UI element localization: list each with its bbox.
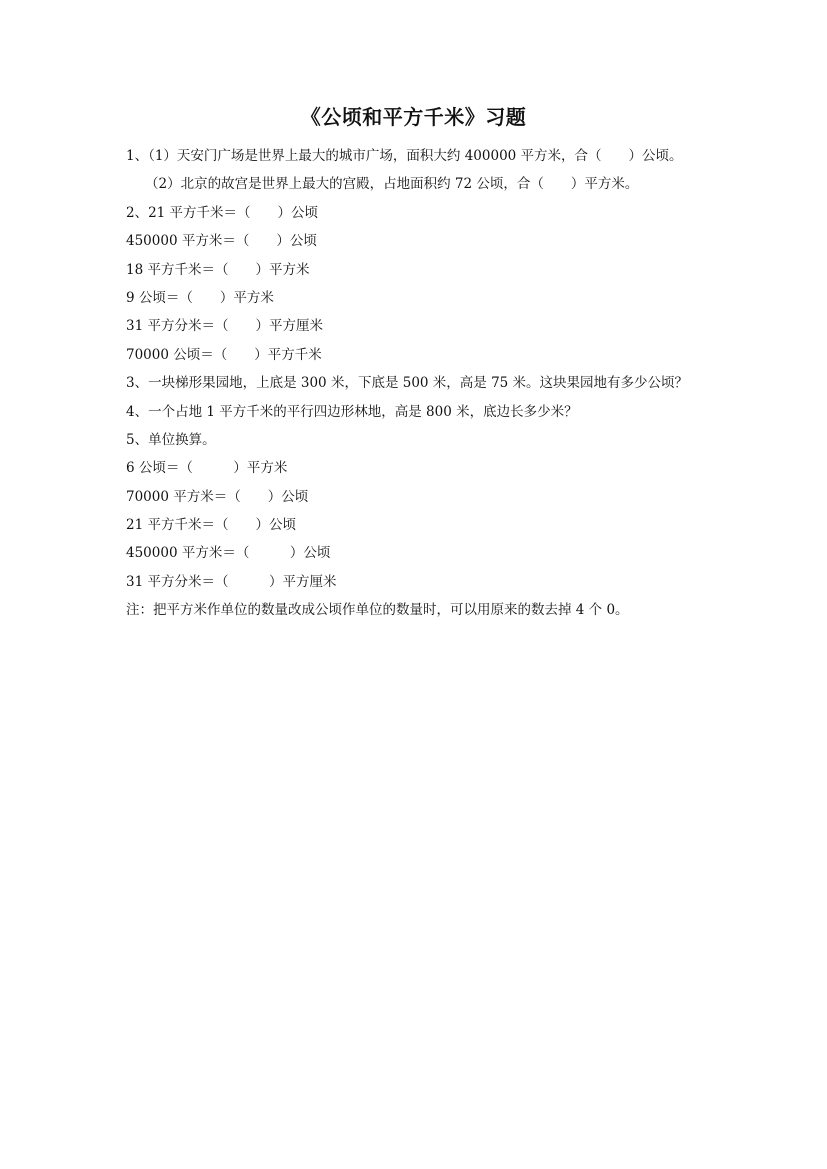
document-title: 《公顷和平方千米》习题 bbox=[300, 105, 527, 129]
question-2-item-3: 18 平方千米＝（ ）平方米 bbox=[126, 261, 310, 278]
note-text: 注：把平方米作单位的数量改成公顷作单位的数量时，可以用原来的数去掉 4 个 0。 bbox=[126, 602, 629, 619]
question-2-item-5: 31 平方分米＝（ ）平方厘米 bbox=[126, 318, 323, 335]
question-5-item-3: 21 平方千米＝（ ）公顷 bbox=[126, 517, 296, 534]
question-5-item-2: 70000 平方米＝（ ）公顷 bbox=[126, 488, 309, 505]
question-5-item-1: 6 公顷＝（ ）平方米 bbox=[126, 460, 288, 477]
question-2-item-2: 450000 平方米＝（ ）公顷 bbox=[126, 233, 317, 250]
question-3: 3、一块梯形果园地，上底是 300 米，下底是 500 米，高是 75 米。这块果园地有多少公顷？ bbox=[126, 375, 689, 392]
question-2-item-6: 70000 公顷＝（ ）平方千米 bbox=[126, 346, 322, 363]
question-5-heading: 5、单位换算。 bbox=[126, 431, 216, 448]
question-5-item-4: 450000 平方米＝（ ）公顷 bbox=[126, 545, 331, 562]
question-2-item-4: 9 公顷＝（ ）平方米 bbox=[126, 289, 274, 306]
question-1-part-2: （2）北京的故宫是世界上最大的宫殿，占地面积约 72 公顷，合（ ）平方米。 bbox=[145, 176, 639, 193]
question-2-item-1: 2、21 平方千米＝（ ）公顷 bbox=[126, 204, 319, 221]
question-5-item-5: 31 平方分米＝（ ）平方厘米 bbox=[126, 573, 337, 590]
question-1-part-1: 1、（1）天安门广场是世界上最大的城市广场，面积大约 400000 平方米，合（ ）公顷。 bbox=[126, 148, 683, 164]
question-4: 4、一个占地 1 平方千米的平行四边形林地，高是 800 米，底边长多少米？ bbox=[126, 403, 578, 420]
exercise-list bbox=[126, 142, 766, 625]
